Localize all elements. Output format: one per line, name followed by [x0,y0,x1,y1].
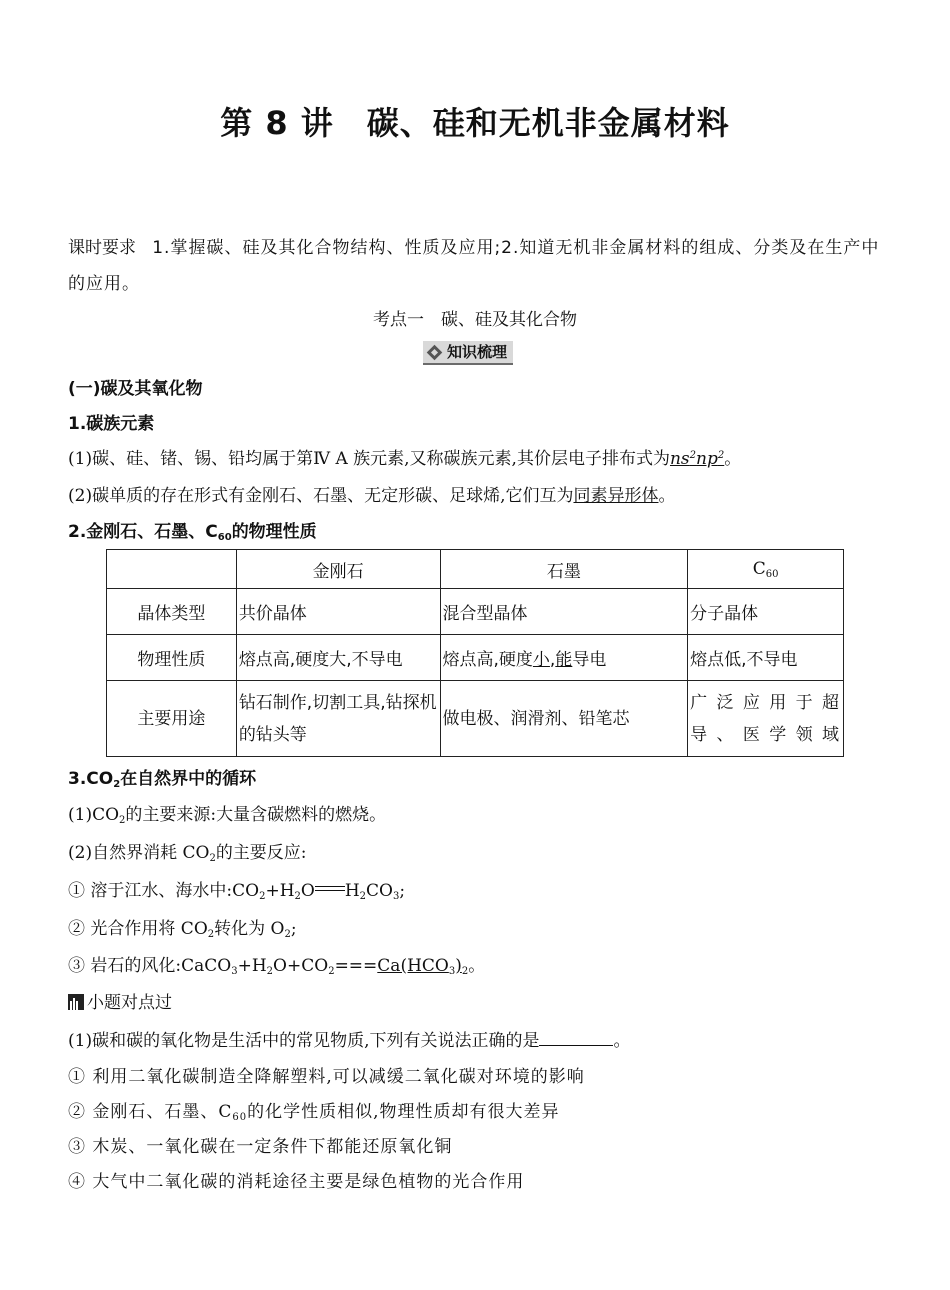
lesson-requirements [68,230,888,302]
answer-bicarbonate: $Ca(HCO_3)_2$ [377,956,469,977]
answer-blank[interactable] [539,1031,613,1046]
quiz-option: ② 金刚石、石墨、$C_{60}$的化学性质相似,物理性质却有很大差异 [68,1102,560,1123]
properties-table [106,549,844,757]
row-label: 物理性质 [107,635,237,681]
paragraph-co2-consume: (2)自然界消耗 $CO_2$的主要反应: [68,843,307,864]
table-cell: 熔点高,硬度小,能导电 [440,635,688,681]
knowledge-badge [423,341,513,365]
paragraph-co2-source: $(1)CO_2$的主要来源:大量含碳燃料的燃烧。 [68,805,387,826]
table-header-empty [107,550,237,589]
subsection-heading-1: 1.碳族元素 [68,414,155,434]
table-cell: 分子晶体 [688,589,844,635]
equilibrium-arrow-icon [315,884,345,894]
answer-config: $ns^2np^2$ [669,449,725,469]
reaction-2: ② 光合作用将 $CO_2$转化为 $O_2$; [68,919,297,940]
paragraph-2: (2)碳单质的存在形式有金刚石、石墨、无定形碳、足球烯,它们互为同素异形体。 [68,486,676,506]
table-header-row [107,550,844,589]
practice-icon [68,994,84,1010]
paragraph-1: (1)碳、硅、锗、锡、铅均属于第Ⅳ A 族元素,又称碳族元素,其价层电子排布式为$ns^2np^2$。 [68,449,742,469]
quiz-option: ④ 大气中二氧化碳的消耗途径主要是绿色植物的光合作用 [68,1172,525,1192]
table-cell: 钻石制作,切割工具,钻探机的钻头等 [236,681,440,757]
requirements-text: 1.掌握碳、硅及其化合物结构、性质及应用;2.知道无机非金属材料的组成、分类及在生产中的应用。 [68,238,880,294]
section-heading: (一)碳及其氧化物 [68,379,203,399]
badge-label: 知识梳理 [447,343,508,361]
table-row [107,589,844,635]
diamond-icon [427,344,443,360]
quiz-question: (1)碳和碳的氧化物是生活中的常见物质,下列有关说法正确的是 。 [68,1031,631,1051]
table-cell: 广泛应用于超导、医学领域 [688,681,844,757]
quiz-option: ③ 木炭、一氧化碳在一定条件下都能还原氧化铜 [68,1137,453,1157]
quiz-option: ① 利用二氧化碳制造全降解塑料,可以减缓二氧化碳对环境的影响 [68,1067,585,1087]
table-cell: 做电极、润滑剂、铅笔芯 [440,681,688,757]
row-label: 晶体类型 [107,589,237,635]
quiz-heading: 小题对点过 [68,988,172,1013]
table-header-cell: $C_{60}$ [688,550,844,589]
table-header-cell: 石墨 [440,550,688,589]
table-row [107,635,844,681]
requirements-label: 课时要求 [68,238,136,258]
page-title: 第 8 讲 碳、硅和无机非金属材料 [220,104,730,142]
table-cell: 熔点高,硬度大,不导电 [236,635,440,681]
subsection-heading-3: $3.CO_2$在自然界中的循环 [68,769,257,790]
table-header-cell: 金刚石 [236,550,440,589]
row-label: 主要用途 [107,681,237,757]
subsection-heading-2: 2.金刚石、石墨、$C_{60}$的物理性质 [68,522,317,543]
kaodian-heading: 考点一 碳、硅及其化合物 [373,310,577,330]
table-cell: 熔点低,不导电 [688,635,844,681]
reaction-1: ① 溶于江水、海水中$:CO_2+H_2O$ $H_2CO_3$; [68,881,406,902]
table-row [107,681,844,757]
table-cell: 共价晶体 [236,589,440,635]
reaction-3: ③ 岩石的风化$:CaCO_3+H_2O+CO_2===Ca(HCO_3)_2$。 [68,956,486,977]
answer-allotrope: 同素异形体 [573,486,659,506]
table-cell: 混合型晶体 [440,589,688,635]
